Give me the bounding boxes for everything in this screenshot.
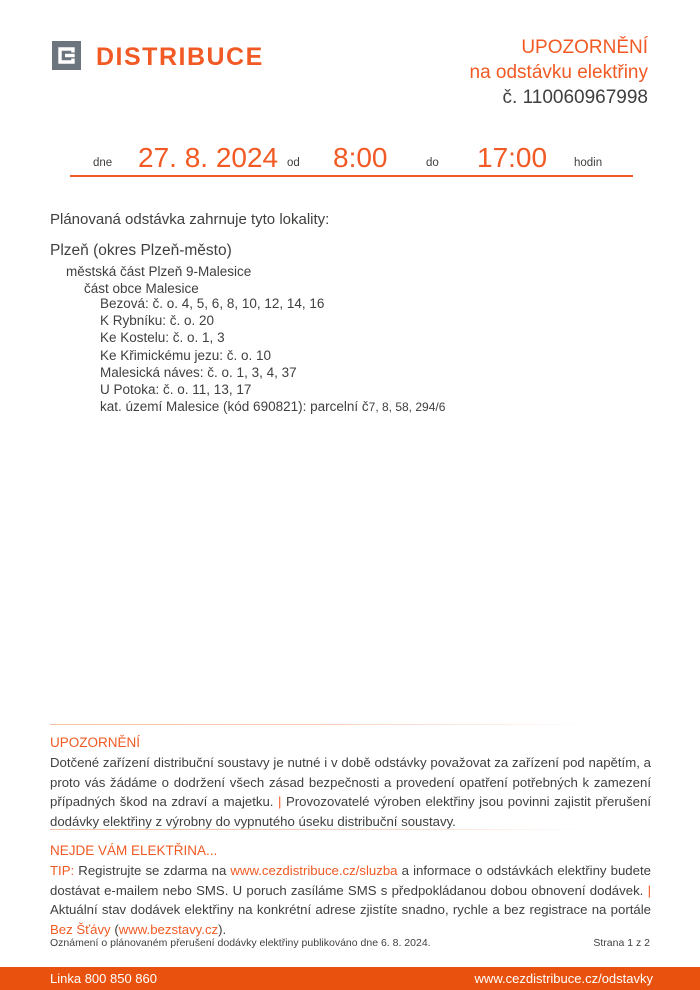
hours-label: hodin (574, 157, 603, 169)
brand-title: DISTRIBUCE (96, 43, 264, 71)
warning-text-2: Provozovatelé výroben elektřiny jsou povinni zajistit přerušení dodávky elektřiny z výrobny do vypnutého úseku distribuční soustavy. (50, 794, 651, 829)
street-list (100, 295, 445, 416)
notice-title-block (470, 35, 649, 110)
tip-text-2: a informace o odstávkách elektřiny budete dostávat e-mailem nebo SMS. U poruch zasíláme SMS s předpokládanou dobou obnovení dodávek. (50, 863, 651, 898)
date-label: dne (93, 157, 113, 169)
cez-logo-icon (52, 41, 81, 70)
notice-number: č. 110060967998 (502, 87, 648, 108)
cadastre-line (100, 398, 445, 416)
bezstavy-url-link[interactable]: www.bezstavy.cz (118, 921, 219, 937)
street-item: K Rybníku: č. o. 20 (100, 313, 215, 329)
tip-label: TIP: (50, 863, 75, 878)
phone-line: Linka 800 850 860 (50, 971, 157, 986)
cadastre-numbers: 7, 8, 58, 294/6 (368, 400, 446, 415)
bez-stavy-link[interactable]: Bez Šťávy (50, 921, 111, 937)
publication-note: Oznámení o plánovaném přerušení dodávky elektřiny publikováno dne 6. 8. 2024. (50, 937, 431, 949)
tip-separator: | (647, 882, 651, 898)
localities-intro: Plánovaná odstávka zahrnuje tyto lokality: (50, 211, 330, 228)
tip-text-3: Aktuální stav dodávek elektřiny na konkrétní adrese zjistíte snadno, rychle a bez registrace na portále (50, 902, 651, 918)
street-item: Ke Kostelu: č. o. 1, 3 (100, 330, 225, 346)
tip-heading: NEJDE VÁM ELEKTŘINA... (50, 843, 218, 858)
tip-text-5: ). (218, 921, 227, 937)
street-item: Malesická náves: č. o. 1, 3, 4, 37 (100, 364, 297, 380)
tip-text-4: ( (110, 921, 119, 937)
cadastre-prefix: kat. území Malesice (kód 690821): parcelní č (100, 399, 369, 415)
locality-district: městská část Plzeň 9-Malesice (66, 264, 252, 279)
locality-village: část obce Malesice (84, 281, 199, 296)
from-time: 8:00 (333, 142, 388, 173)
from-label: od (287, 157, 300, 169)
outage-date: 27. 8. 2024 (138, 142, 279, 173)
locality-city: Plzeň (okres Plzeň-město) (50, 242, 232, 259)
outages-url-link[interactable]: www.cezdistribuce.cz/odstavky (474, 971, 653, 986)
section-divider (50, 829, 635, 830)
street-item: Bezová: č. o. 4, 5, 6, 8, 10, 12, 14, 16 (100, 296, 325, 311)
warning-separator: | (277, 794, 282, 810)
section-divider (50, 724, 635, 725)
notice-title-line1: UPOZORNĚNÍ (521, 37, 648, 58)
page-number: Strana 1 z 2 (593, 937, 650, 949)
tip-text-1: Registrujte se zdarma na (74, 863, 231, 878)
schedule-row (70, 140, 633, 177)
registration-link[interactable]: www.cezdistribuce.cz/sluzba (230, 863, 398, 878)
tip-paragraph (50, 861, 651, 939)
notice-title-line2: na odstávku elektřiny (469, 62, 648, 83)
warning-text-1: Dotčené zařízení distribuční soustavy je nutné i v době odstávky považovat za zařízení pod napětím, a proto vás žádáme o dodržení všech zásad bezpečnosti a provedení opatření potřebných k zamezení případných škod na zdraví a majetku. (50, 755, 651, 810)
to-time: 17:00 (477, 142, 548, 173)
to-label: do (426, 157, 439, 169)
street-item: U Potoka: č. o. 11, 13, 17 (100, 382, 252, 398)
warning-paragraph (50, 753, 651, 831)
warning-heading: UPOZORNĚNÍ (50, 735, 141, 750)
street-item: Ke Křimickému jezu: č. o. 10 (100, 347, 272, 363)
footer-bar (0, 967, 700, 990)
